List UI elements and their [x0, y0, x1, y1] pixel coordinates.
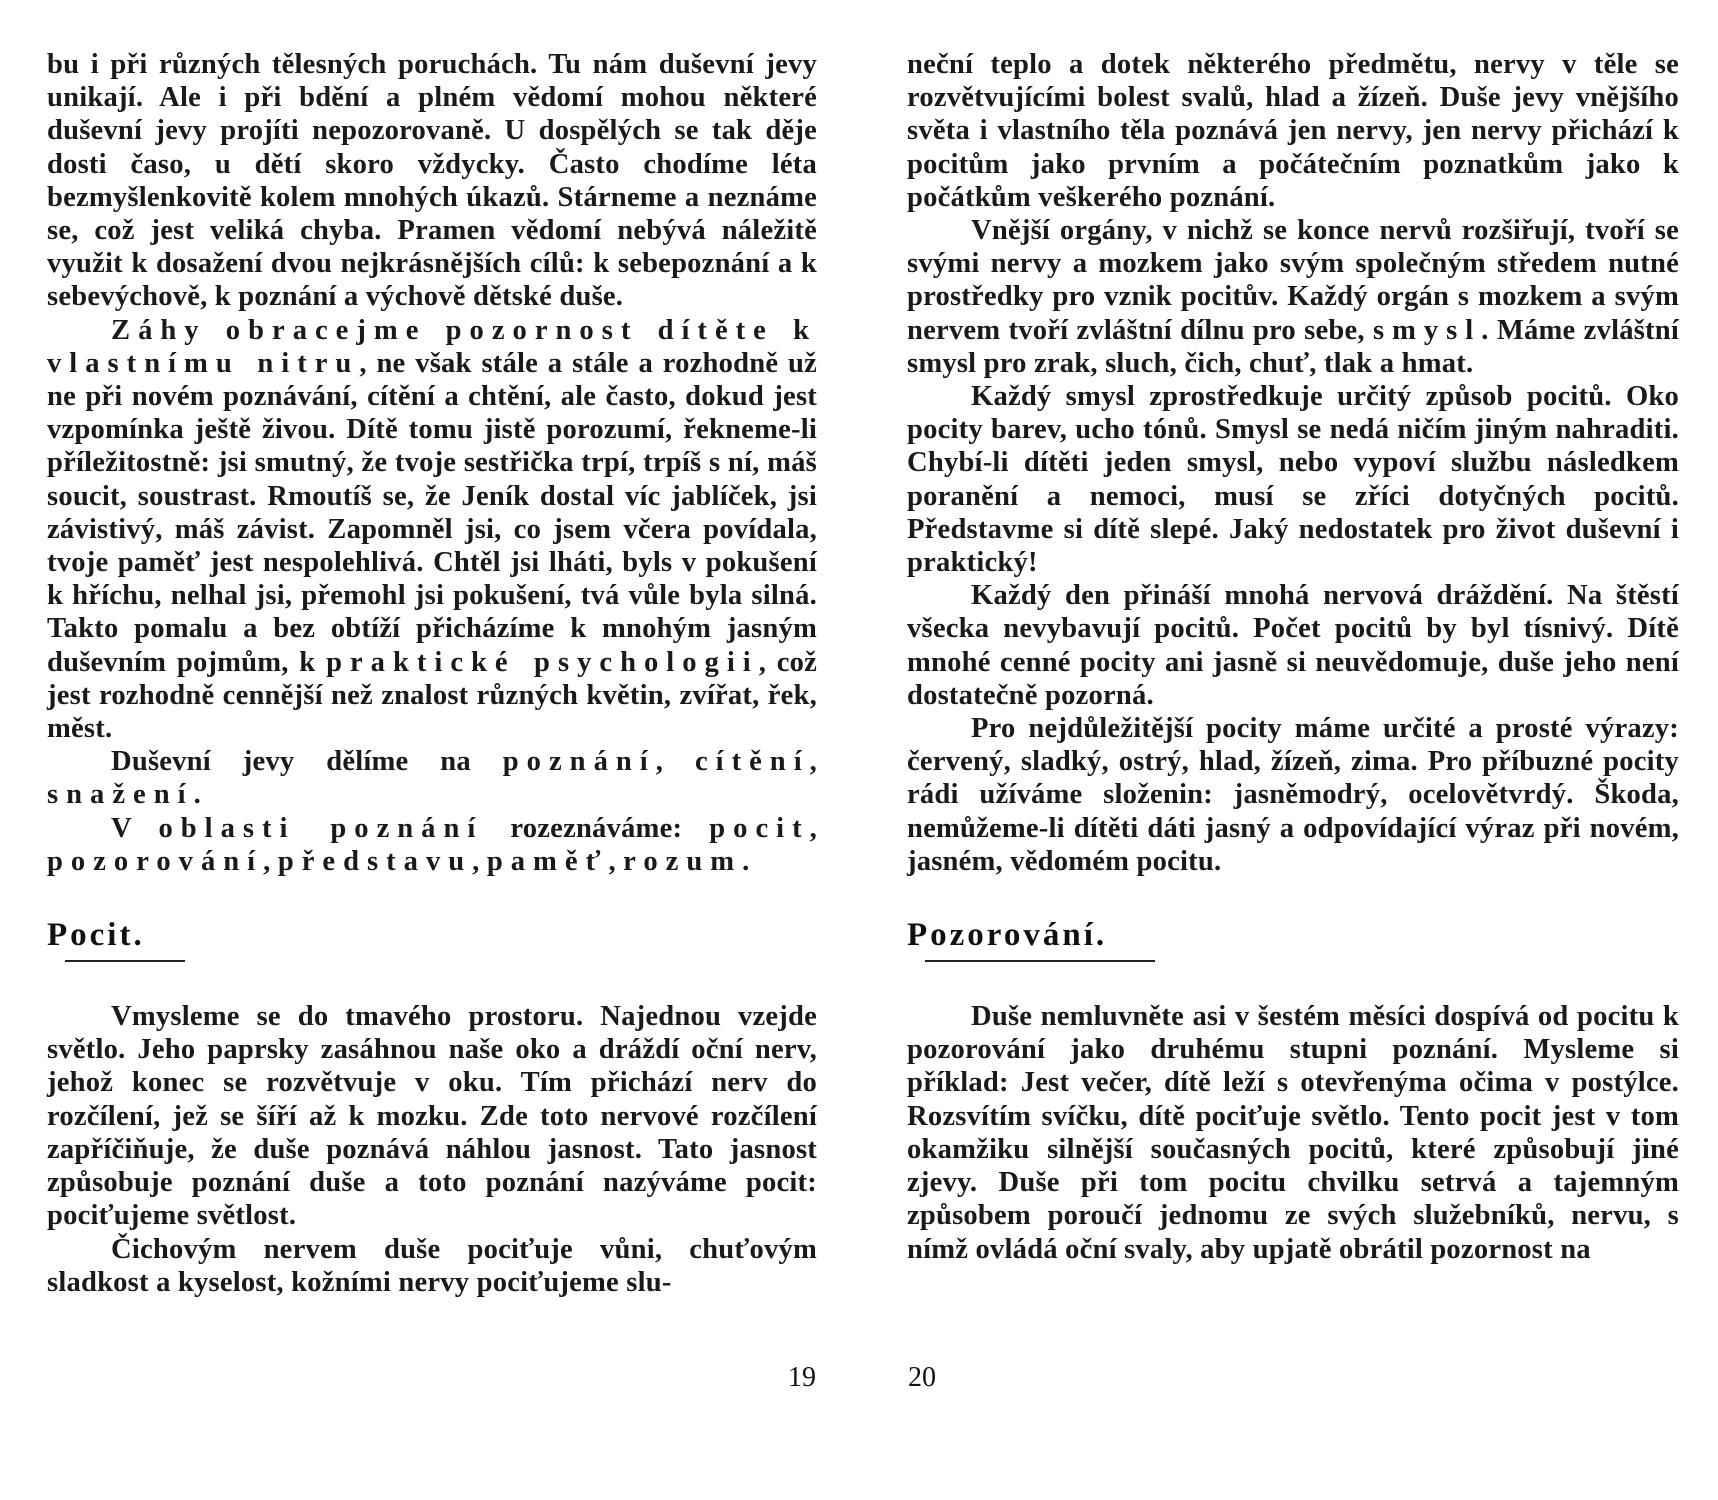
- paragraph: Pro nejdůležitější pocity máme určité a prosté výrazy: červený, sladký, ostrý, hlad, žízeň, zima. Pro příbuzné pocity rádi užíváme složenin: jasněmodrý, ocelovětvrdý. Škoda, nemůžeme-li dítěti dáti jasný a odpovídající výraz při novém, jasném, vědomém pocitu.: [907, 713, 1679, 877]
- text-run: ,: [472, 845, 487, 877]
- spaced-emphasis: pocit: [709, 812, 810, 844]
- spaced-emphasis: cítění: [694, 746, 810, 778]
- spaced-emphasis: rozum: [623, 845, 743, 877]
- spaced-emphasis: představu: [277, 845, 473, 877]
- spaced-emphasis: paměť: [486, 845, 609, 877]
- text-run: ,: [263, 845, 278, 877]
- text-run: .: [742, 845, 750, 877]
- paragraph: Duše nemluvněte asi v šestém měsíci dospívá od pocitu k pozorování jako druhému stupni poznání. Mysleme si příklad: Jest večer, dítě leží s otevřenýma očima v postýlce. Rozsvítím svíčku, dítě pociťuje světlo. Tento pocit jest v tom okamžiku silnější současných pocitů, které způsobují jiné zjevy. Duše při tom pocitu chvilku setrvá a tajemným způsobem poroučí jednomu ze svých služebníků, nervu, s nímž ovládá oční svaly, aby upjatě obrátil pozornost na: [907, 1001, 1679, 1265]
- text-run: , ne však stále a stále a rozhodně už ne při novém poznávání, cítění a chtění, ale často, dokud jest vzpomínka ještě živou. Dítě tomu jistě porozumí, řekneme-li příležitostně: jsi smutný, že tvoje sestřička trpí, trpíš s ní, máš soucit, soustrast. Rmoutíš se, že Jeník dostal víc jablíček, jsi závistivý, máš závist. Zapomněl jsi, co jsem včera povídala, tvoje paměť jest nespolehlivá. Chtěl jsi lháti, byls v pokušení k hříchu, nelhal jsi, přemohl jsi pokušení, tvá vůle byla silná. Takto pomalu a bez obtíží přicházíme k mnohým jasným duševním pojmům, k: [47, 347, 817, 678]
- paragraph: Vmysleme se do tmavého prostoru. Najednou vzejde světlo. Jeho paprsky zasáhnou naše oko a dráždí oční nerv, jehož konec se rozvětvuje v oku. Tím přichází nerv do rozčílení, jež se šíří až k mozku. Zde toto nervové rozčílení zapříčiňuje, že duše poznává náhlou jasnost. Tato jasnost způsobuje poznání duše a toto poznání nazýváme pocit: pociťujeme světlost.: [47, 1001, 817, 1232]
- spaced-emphasis: snažení: [47, 779, 194, 811]
- spaced-emphasis: Záhy obracejme pozornost dítěte k vlastnímu nitru: [47, 314, 817, 379]
- page-number-right: 20: [908, 1362, 936, 1393]
- left-page: [47, 48, 817, 1299]
- text-run: Duševní jevy dělíme na: [111, 746, 503, 778]
- spaced-emphasis: praktické psychologii: [326, 646, 759, 678]
- heading-underline: [925, 960, 1155, 962]
- text-run: , což jest rozhodně cennější než znalost různých květin, zvířat, řek, měst.: [47, 646, 817, 745]
- text-run: rozeznáváme:: [483, 812, 710, 844]
- paragraph: neční teplo a dotek některého předmětu, nervy v těle se rozvětvujícími bolest svalů, hlad a žízeň. Duše jevy vnějšího světa i vlastního těla poznává jen nervy, jen nervy přichází k pocitům jako prvním a počátečním poznatkům jako k počátkům veškerého poznání.: [907, 49, 1679, 213]
- heading-underline: [65, 960, 185, 962]
- section-heading-pozorovani: Pozorování.: [907, 917, 1108, 954]
- right-page: [907, 48, 1679, 1266]
- paragraph: bu i při různých tělesných poruchách. Tu nám duševní jevy unikají. Ale i při bdění a plném vědomí mohou některé duševní jevy projíti nepozorovaně. U dospělých se tak děje dosti časo, u dětí skoro vždycky. Často chodíme léta bezmyšlenkovitě kolem mnohých úkazů. Stárneme a neznáme se, což jest veliká chyba. Pramen vědomí nebývá náležitě využit k dosažení dvou nejkrásnějších cílů: k sebepoznání a k sebevýchově, k poznání a výchově dětské duše.: [47, 49, 817, 313]
- text-run: .: [193, 779, 201, 811]
- text-run: . Máme zvláštní smysl pro zrak, sluch, čich, chuť, tlak a hmat.: [907, 314, 1680, 379]
- text-run: ,: [809, 746, 817, 778]
- paragraph: Každý smysl zprostředkuje určitý způsob pocitů. Oko pocity barev, ucho tónů. Smysl se nedá ničím jiným nahraditi. Chybí-li dítěti jeden smysl, nebo vypoví službu následkem poranění a nemoci, musí se zříci dotyčných pocitů. Představme si dítě slepé. Jaký nedostatek pro život duševní i praktický!: [907, 381, 1679, 579]
- section-heading-pocit: Pocit.: [47, 917, 145, 954]
- paragraph: [47, 812, 817, 878]
- spaced-emphasis: smysl: [1372, 314, 1482, 346]
- paragraph: [907, 214, 1679, 380]
- spaced-emphasis: pozorování: [47, 845, 264, 877]
- paragraph: Čichovým nervem duše pociťuje vůni, chuťovým sladkost a kyselost, kožními nervy pociťujeme slu-: [47, 1233, 817, 1298]
- paragraph: [47, 314, 817, 746]
- paragraph: [47, 745, 817, 811]
- paragraph: Každý den přináší mnohá nervová dráždění. Na štěstí všecka nevybavují pocitů. Počet pocitů by byl tísnivý. Dítě mnohé cenné pocity ani jasně si neuvědomuje, duše jeho není dostatečně pozorná.: [907, 580, 1679, 711]
- text-run: V: [111, 812, 159, 844]
- text-run: ,: [809, 812, 817, 844]
- spaced-emphasis: oblasti poznání: [158, 812, 484, 844]
- page-number-left: 19: [788, 1362, 816, 1393]
- spaced-emphasis: poznání: [502, 746, 656, 778]
- text-run: ,: [608, 845, 624, 877]
- text-run: Vnější orgány, v nichž se konce nervů rozšiřují, tvoří se svými nervy a mozkem jako svým společným středem nutné prostředky pro vznik pocitův. Každý orgán s mozkem a svým nervem tvoří zvláštní dílnu pro sebe,: [907, 215, 1679, 346]
- text-run: ,: [655, 746, 695, 778]
